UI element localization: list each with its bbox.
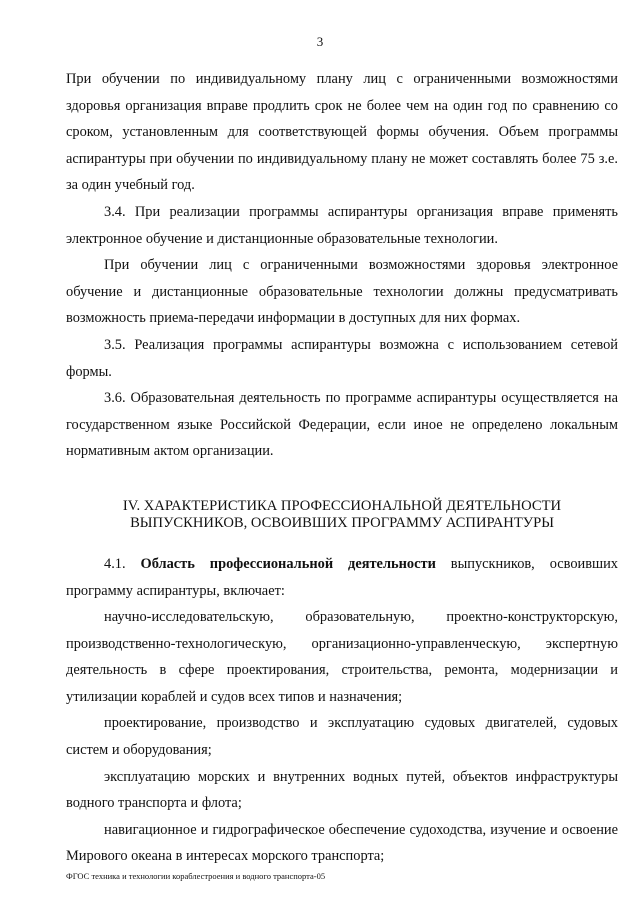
clause-bold-term: Область профессиональной деятельности	[140, 555, 436, 572]
document-body	[66, 66, 618, 870]
paragraph-3-5: 3.5. Реализация программы аспирантуры возможна с использованием сетевой формы.	[66, 336, 618, 380]
clause-text: выпускников, освоивших программу аспирантуры, включает:	[66, 555, 618, 599]
paragraph-3-4: 3.4. При реализации программы аспирантуры организация вправе применять электронное обучение и дистанционные образовательные технологии.	[66, 203, 618, 247]
list-item: научно-исследовательскую, образовательную, проектно-конструкторскую, производственно-технологическую, организационно-управленческую, экспертную деятельность в сфере проектирования, строительства, ремонта, модернизации и утилизации кораблей и судов всех типов и назначения;	[66, 609, 618, 705]
paragraph: При обучении лиц с ограниченными возможностями здоровья электронное обучение и дистанционные образовательные технологии должны предусматривать возможность приема-передачи информации в доступных для них формах.	[66, 257, 618, 327]
section-heading-line-1: IV. ХАРАКТЕРИСТИКА ПРОФЕССИОНАЛЬНОЙ ДЕЯТЕЛЬНОСТИ	[122, 497, 562, 514]
paragraph-4-1	[66, 551, 618, 604]
clause-number: 4.1.	[104, 555, 141, 572]
paragraph-3-6: 3.6. Образовательная деятельность по программе аспирантуры осуществляется на государственном языке Российской Федерации, если иное не определено локальным нормативным актом организации.	[66, 390, 618, 460]
section-heading-line-2: ВЫПУСКНИКОВ, ОСВОИВШИХ ПРОГРАММУ АСПИРАНТУРЫ	[130, 514, 554, 531]
section-heading	[66, 498, 618, 532]
list-item: навигационное и гидрографическое обеспечение судоходства, изучение и освоение Мирового океана в интересах морского транспорта;	[66, 821, 618, 865]
list-item: проектирование, производство и эксплуатацию судовых двигателей, судовых систем и оборудования;	[66, 715, 618, 759]
page-number: 3	[316, 34, 324, 49]
list-item: эксплуатацию морских и внутренних водных путей, объектов инфраструктуры водного транспорта и флота;	[66, 768, 618, 812]
page-footer: ФГОС техника и технологии кораблестроения и водного транспорта-05	[66, 871, 326, 881]
paragraph: При обучении по индивидуальному плану лиц с ограниченными возможностями здоровья организация вправе продлить срок не более чем на один год по сравнению со сроком, установленным для соответствующей формы обучения. Объем программы аспирантуры при обучении по индивидуальному плану не может составлять более 75 з.е. за один учебный год.	[66, 71, 618, 194]
